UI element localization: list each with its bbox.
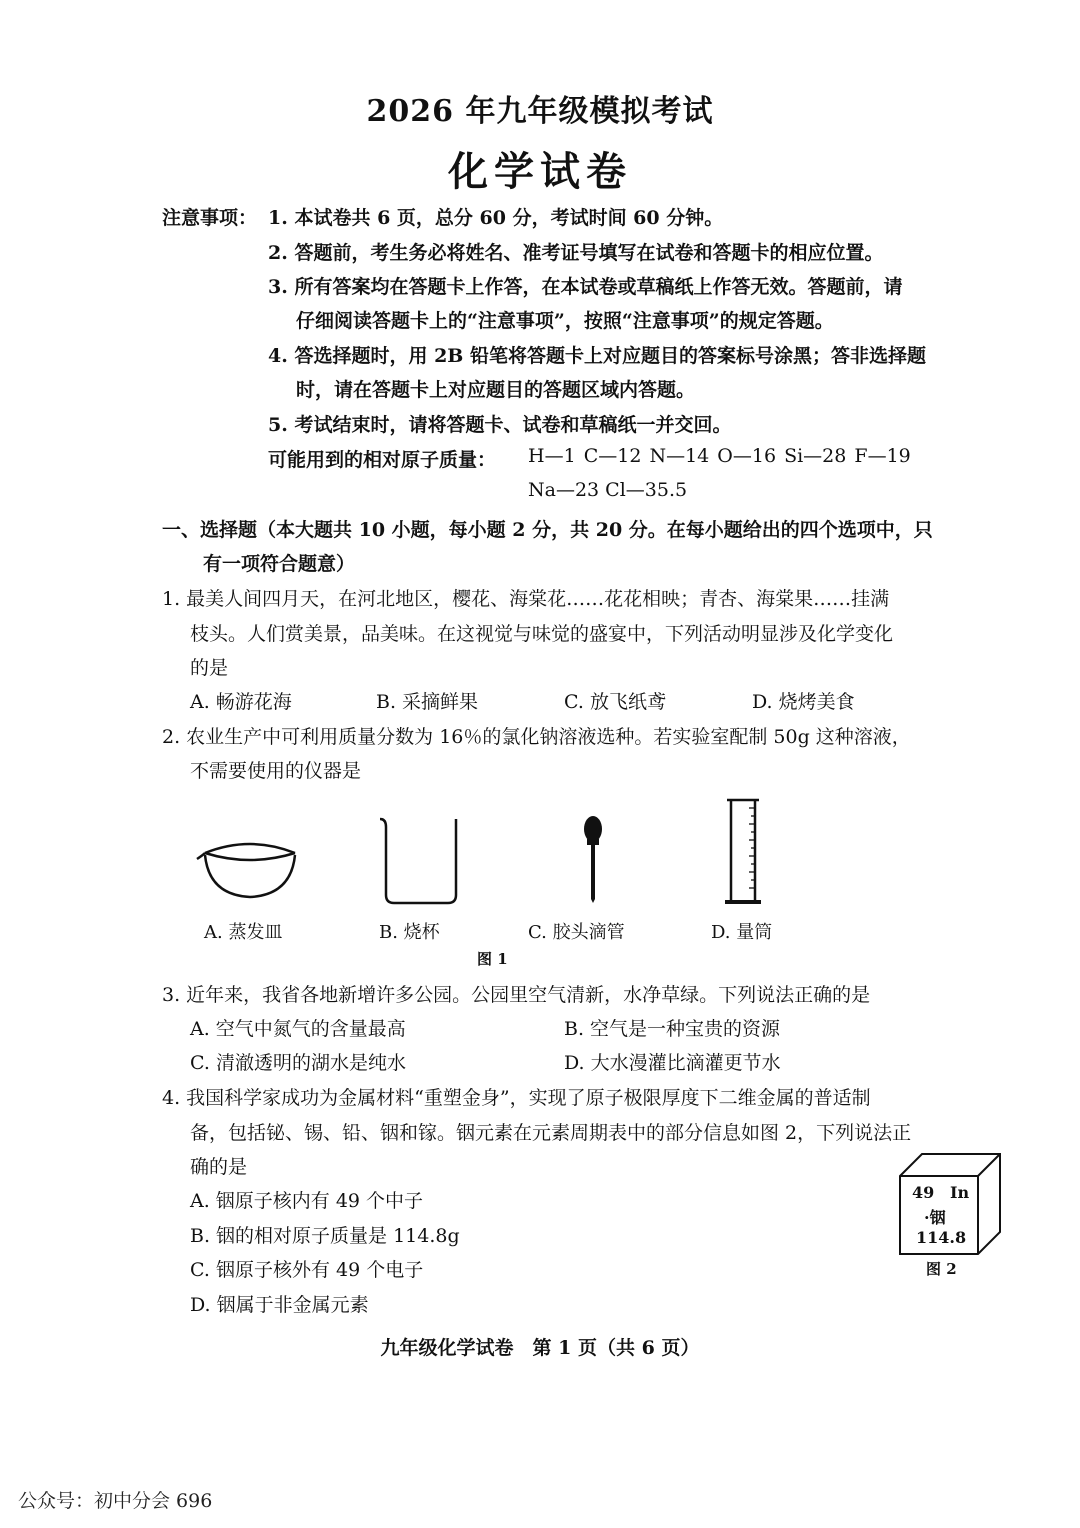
fig1-label-d: D. 量筒	[711, 922, 773, 943]
q1-stem: 的是	[190, 657, 229, 679]
q1-option-a: A. 畅游花海	[190, 691, 292, 713]
section-heading: 一、选择题（本大题共 10 小题，每小题 2 分，共 20 分。在每小题给出的四个选项中，只	[162, 519, 933, 541]
q1-option-b: B. 采摘鲜果	[376, 691, 479, 713]
atomic-masses-line1: H—1 C—12 N—14 O—16 Si—28 F—19	[528, 445, 911, 467]
q4-option-a: A. 铟原子核内有 49 个中子	[190, 1190, 424, 1212]
figure-1-caption: 图 1	[477, 950, 508, 968]
figure-2-caption: 图 2	[926, 1260, 957, 1278]
notice-item: 2. 答题前，考生务必将姓名、准考证号填写在试卷和答题卡的相应位置。	[268, 242, 884, 264]
fig1-label-b: B. 烧杯	[379, 922, 440, 943]
q3-stem: 3. 近年来，我省各地新增许多公园。公园里空气清新，水净草绿。下列说法正确的是	[162, 984, 871, 1006]
page-footer: 九年级化学试卷 第 1 页（共 6 页）	[380, 1337, 700, 1359]
section-heading-cont: 有一项符合题意）	[203, 553, 356, 575]
element-name: ·铟	[924, 1208, 946, 1227]
q4-stem: 备，包括铋、锡、铅、铟和镓。铟元素在元素周期表中的部分信息如图 2，下列说法正	[190, 1122, 912, 1144]
notice-item: 时，请在答题卡上对应题目的答题区域内答题。	[296, 379, 696, 401]
subject-title: 化学试卷	[448, 148, 632, 195]
element-atomic-number: 49	[912, 1183, 935, 1202]
beaker-icon	[378, 815, 464, 907]
q4-stem: 4. 我国科学家成功为金属材料“重塑金身”，实现了原子极限厚度下二维金属的普适制	[162, 1087, 871, 1109]
q1-stem: 枝头。人们赏美景，品美味。在这视觉与味觉的盛宴中，下列活动明显涉及化学变化	[190, 623, 894, 645]
q4-option-d: D. 铟属于非金属元素	[190, 1294, 369, 1316]
q2-stem: 2. 农业生产中可利用质量分数为 16％的氯化钠溶液选种。若实验室配制 50g 这种溶液，	[162, 726, 911, 748]
exam-title: 2026 年九年级模拟考试	[366, 94, 714, 129]
q3-option-d: D. 大水漫灌比滴灌更节水	[564, 1052, 781, 1074]
q2-stem: 不需要使用的仪器是	[190, 760, 362, 782]
q4-option-c: C. 铟原子核外有 49 个电子	[190, 1259, 424, 1281]
evaporating-dish-icon	[195, 815, 305, 905]
q1-stem: 1. 最美人间四月天，在河北地区，樱花、海棠花……花花相映；青杏、海棠果……挂满	[162, 588, 890, 610]
fig1-label-c: C. 胶头滴管	[528, 922, 625, 943]
fig1-label-a: A. 蒸发皿	[204, 922, 283, 943]
element-mass: 114.8	[916, 1228, 967, 1247]
watermark: 公众号：初中分会 696	[18, 1490, 213, 1512]
graduated-cylinder-icon	[723, 796, 763, 908]
q3-option-c: C. 清澈透明的湖水是纯水	[190, 1052, 406, 1074]
notice-label: 注意事项：	[162, 207, 258, 229]
q3-option-b: B. 空气是一种宝贵的资源	[564, 1018, 781, 1040]
atomic-masses-line2: Na—23 Cl—35.5	[528, 479, 688, 501]
dropper-icon	[578, 815, 608, 905]
q3-option-a: A. 空气中氮气的含量最高	[190, 1018, 406, 1040]
notice-item: 1. 本试卷共 6 页，总分 60 分，考试时间 60 分钟。	[268, 207, 724, 229]
element-symbol: In	[950, 1183, 970, 1202]
q1-option-d: D. 烧烤美食	[752, 691, 855, 713]
q4-option-b: B. 铟的相对原子质量是 114.8g	[190, 1225, 460, 1247]
notice-item: 3. 所有答案均在答题卡上作答，在本试卷或草稿纸上作答无效。答题前，请	[268, 276, 903, 298]
notice-item: 5. 考试结束时，请将答题卡、试卷和草稿纸一并交回。	[268, 414, 732, 436]
q1-option-c: C. 放飞纸鸢	[564, 691, 666, 713]
notice-item: 4. 答选择题时，用 2B 铅笔将答题卡上对应题目的答案标号涂黑；答非选择题	[268, 345, 926, 367]
notice-item: 仔细阅读答题卡上的“注意事项”，按照“注意事项”的规定答题。	[296, 310, 834, 332]
q4-stem: 确的是	[190, 1156, 248, 1178]
atomic-mass-label: 可能用到的相对原子质量：	[268, 449, 497, 471]
